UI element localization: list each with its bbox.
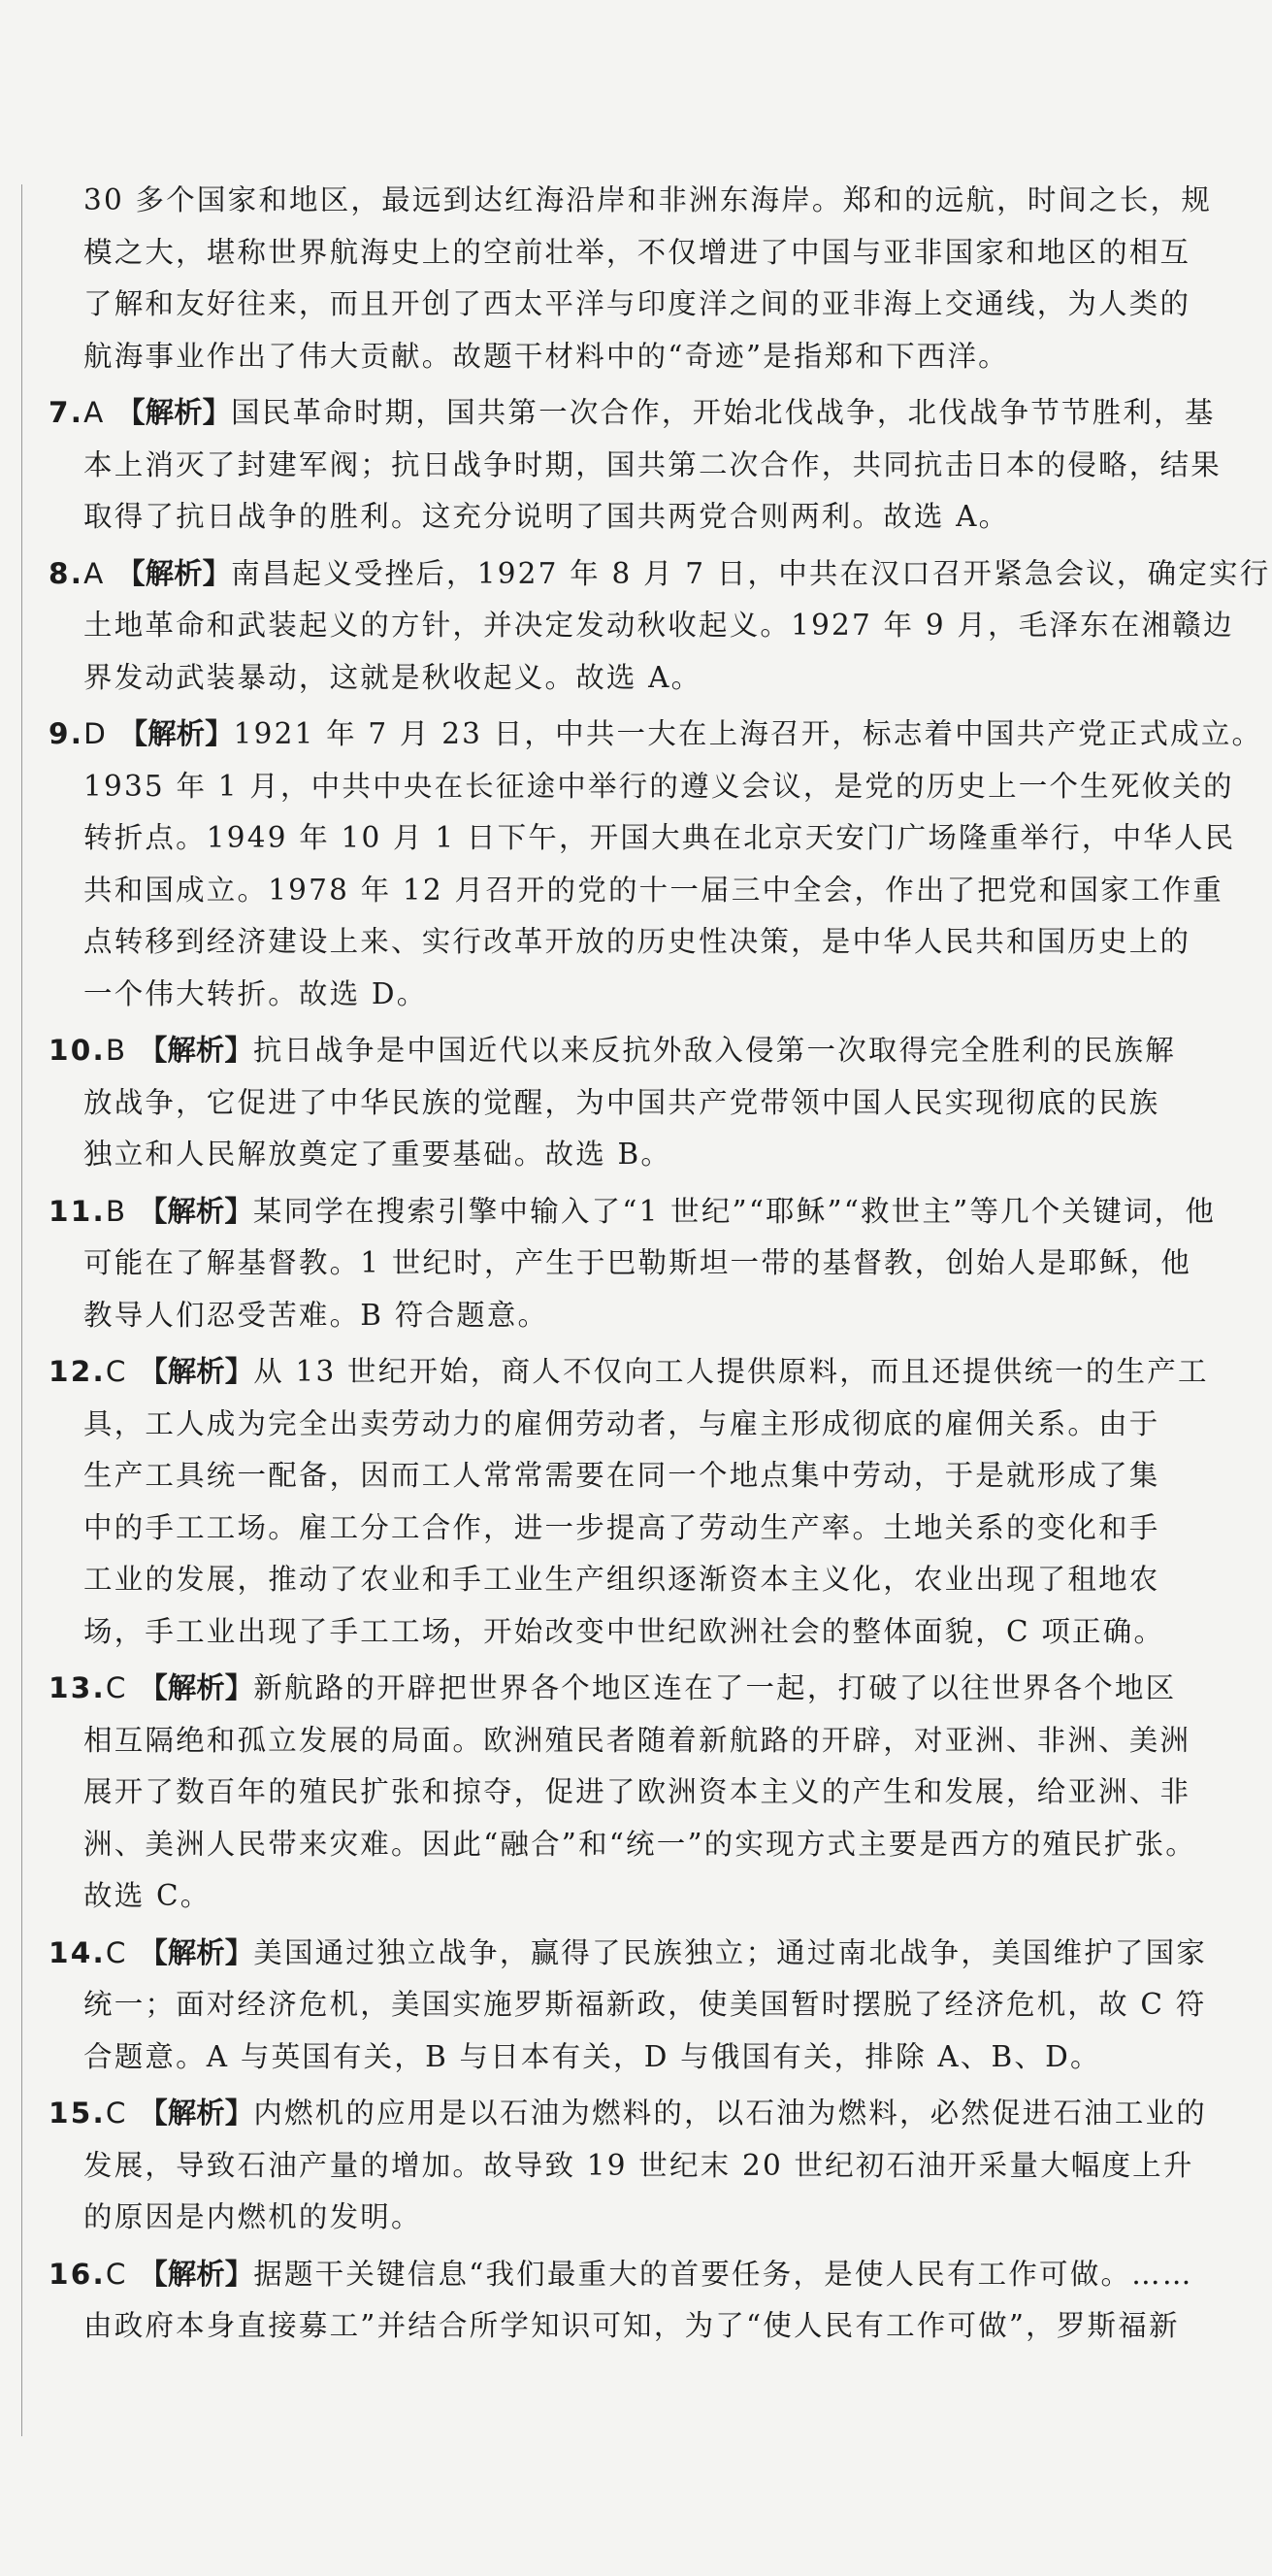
question-number: 16.	[49, 2257, 106, 2291]
answer-letter: A	[83, 556, 106, 590]
analysis-tag: 【解析】	[139, 2257, 254, 2291]
answer-letter: D	[83, 717, 109, 750]
question-number: 12.	[49, 1355, 106, 1388]
text-line: 统一；面对经济危机，美国实施罗斯福新政，使美国暂时摆脱了经济危机，故 C 符	[83, 1988, 1207, 2021]
analysis-text: 从 13 世纪开始，商人不仅向工人提供原料，而且还提供统一的生产工	[253, 1355, 1209, 1388]
text-line: 放战争，它促进了中华民族的觉醒，为中国共产党带领中国人民实现彻底的民族	[83, 1085, 1160, 1119]
text-line: 转折点。1949 年 10 月 1 日下午，开国大典在北京天安门广场隆重举行，中华人民	[83, 821, 1236, 854]
analysis-text: 抗日战争是中国近代以来反抗外敌入侵第一次取得完全胜利的民族解	[252, 1034, 1176, 1067]
text-line: 中的手工工场。雇工分工合作，进一步提高了劳动生产率。土地关系的变化和手	[83, 1510, 1160, 1544]
analysis-tag: 【解析】	[139, 2097, 254, 2130]
question-number: 7.	[49, 396, 84, 429]
analysis-tag: 【解析】	[116, 556, 232, 590]
text-line: 相互隔绝和孤立发展的局面。欧洲殖民者随着新航路的开辟，对亚洲、非洲、美洲	[83, 1723, 1191, 1757]
text-line: 界发动武装暴动，这就是秋收起义。故选 A。	[83, 660, 702, 694]
question-number: 9.	[49, 717, 84, 750]
analysis-text: 南昌起义受挫后，1927 年 8 月 7 日，中共在汉口召开紧急会议，确定实行	[231, 556, 1271, 590]
answer-letter: C	[105, 2257, 128, 2291]
text-line: 可能在了解基督教。1 世纪时，产生于巴勒斯坦一带的基督教，创始人是耶稣，他	[83, 1246, 1192, 1279]
text-line: 合题意。A 与英国有关，B 与日本有关，D 与俄国有关，排除 A、B、D。	[83, 2039, 1101, 2073]
answer-item	[0, 548, 1272, 705]
question-number: 14.	[49, 1935, 106, 1969]
text-line: 场，手工业出现了手工工场，开始改变中世纪欧洲社会的整体面貌，C 项正确。	[83, 1614, 1165, 1648]
answer-item	[0, 2249, 1272, 2353]
answer-letter: B	[105, 1194, 128, 1228]
analysis-tag: 【解析】	[139, 1935, 254, 1969]
answer-letter: B	[105, 1034, 128, 1067]
text-line: 航海事业作出了伟大贡献。故题干材料中的“奇迹”是指郑和下西洋。	[83, 339, 1009, 373]
answer-item-first-line	[0, 548, 1272, 601]
text-line: 模之大，堪称世界航海史上的空前壮举，不仅增进了中国与亚非国家和地区的相互	[83, 235, 1191, 269]
answer-item-first-line	[0, 709, 1272, 761]
text-line: 了解和友好往来，而且开创了西太平洋与印度洋之间的亚非海上交通线，为人类的	[83, 287, 1191, 320]
answer-content	[0, 175, 1272, 2358]
answer-item-first-line	[0, 1025, 1272, 1077]
analysis-text: 新航路的开辟把世界各个地区连在了一起，打破了以往世界各个地区	[253, 1671, 1177, 1704]
text-line: 独立和人民解放奠定了重要基础。故选 B。	[83, 1138, 672, 1171]
analysis-tag: 【解析】	[138, 1194, 253, 1228]
answer-item-first-line	[0, 2249, 1272, 2301]
answer-letter: C	[105, 2097, 128, 2130]
answer-item-first-line	[0, 2088, 1272, 2140]
text-line: 洲、美洲人民带来灾难。因此“融合”和“统一”的实现方式主要是西方的殖民扩张。	[83, 1827, 1196, 1861]
answer-item	[0, 1186, 1272, 1342]
text-line: 的原因是内燃机的发明。	[83, 2200, 422, 2233]
answer-item	[0, 709, 1272, 1020]
text-line: 由政府本身直接募工”并结合所学知识可知，为了“使人民有工作可做”，罗斯福新	[83, 2309, 1180, 2342]
answer-letter: C	[105, 1935, 128, 1969]
intro-paragraph	[0, 175, 1272, 382]
answer-letter: A	[83, 396, 106, 429]
text-line: 取得了抗日战争的胜利。这充分说明了国共两党合则两利。故选 A。	[83, 500, 1010, 533]
text-line: 教导人们忍受苦难。B 符合题意。	[83, 1298, 549, 1332]
analysis-text: 某同学在搜索引擎中输入了“1 世纪”“耶稣”“救世主”等几个关键词，他	[252, 1194, 1217, 1228]
answer-item	[0, 387, 1272, 544]
analysis-text: 国民革命时期，国共第一次合作，开始北伐战争，北伐战争节节胜利，基	[231, 396, 1216, 429]
text-line: 本上消灭了封建军阀；抗日战争时期，国共第二次合作，共同抗击日本的侵略，结果	[83, 447, 1222, 481]
text-line: 发展，导致石油产量的增加。故导致 19 世纪末 20 世纪初石油开采量大幅度上升	[83, 2148, 1194, 2182]
answer-letter: C	[105, 1671, 128, 1704]
answer-item	[0, 1025, 1272, 1181]
analysis-tag: 【解析】	[118, 717, 234, 750]
text-line: 一个伟大转折。故选 D。	[83, 976, 428, 1010]
answer-item-first-line	[0, 1928, 1272, 1980]
answer-item-first-line	[0, 1186, 1272, 1238]
text-line: 工业的发展，推动了农业和手工业生产组织逐渐资本主义化，农业出现了租地农	[83, 1563, 1160, 1596]
answer-item-first-line	[0, 387, 1272, 440]
text-line: 故选 C。	[83, 1879, 212, 1912]
analysis-tag: 【解析】	[138, 1034, 253, 1067]
analysis-tag: 【解析】	[116, 396, 232, 429]
question-number: 8.	[49, 556, 84, 590]
question-number: 10.	[49, 1034, 106, 1067]
answer-item-first-line	[0, 1346, 1272, 1399]
text-line: 点转移到经济建设上来、实行改革开放的历史性决策，是中华人民共和国历史上的	[83, 925, 1191, 958]
text-line: 土地革命和武装起义的方针，并决定发动秋收起义。1927 年 9 月，毛泽东在湘赣边	[83, 609, 1234, 642]
text-line: 具，工人成为完全出卖劳动力的雇佣劳动者，与雇主形成彻底的雇佣关系。由于	[83, 1406, 1160, 1440]
analysis-text: 内燃机的应用是以石油为燃料的，以石油为燃料，必然促进石油工业的	[253, 2097, 1207, 2130]
question-number: 11.	[49, 1194, 106, 1228]
answer-items-list	[0, 387, 1272, 2353]
answer-item-first-line	[0, 1663, 1272, 1715]
text-line: 共和国成立。1978 年 12 月召开的党的十一届三中全会，作出了把党和国家工作重	[83, 873, 1223, 907]
analysis-text: 美国通过独立战争，赢得了民族独立；通过南北战争，美国维护了国家	[253, 1935, 1207, 1969]
text-line: 生产工具统一配备，因而工人常常需要在同一个地点集中劳动，于是就形成了集	[83, 1459, 1160, 1492]
answer-item	[0, 1928, 1272, 2084]
text-line: 1935 年 1 月，中共中央在长征途中举行的遵义会议，是党的历史上一个生死攸关的	[83, 769, 1234, 803]
answer-item	[0, 1346, 1272, 1658]
question-number: 15.	[49, 2097, 106, 2130]
text-line: 30 多个国家和地区，最远到达红海沿岸和非洲东海岸。郑和的远航，时间之长，规	[83, 183, 1213, 216]
analysis-tag: 【解析】	[139, 1671, 254, 1704]
analysis-tag: 【解析】	[139, 1355, 254, 1388]
answer-item	[0, 1663, 1272, 1923]
question-number: 13.	[49, 1671, 106, 1704]
text-line: 展开了数百年的殖民扩张和掠夺，促进了欧洲资本主义的产生和发展，给亚洲、非	[83, 1775, 1191, 1808]
answer-item	[0, 2088, 1272, 2244]
answer-letter: C	[105, 1355, 128, 1388]
analysis-text: 据题干关键信息“我们最重大的首要任务，是使人民有工作可做。……	[253, 2257, 1193, 2291]
analysis-text: 1921 年 7 月 23 日，中共一大在上海召开，标志着中国共产党正式成立。	[233, 717, 1263, 750]
